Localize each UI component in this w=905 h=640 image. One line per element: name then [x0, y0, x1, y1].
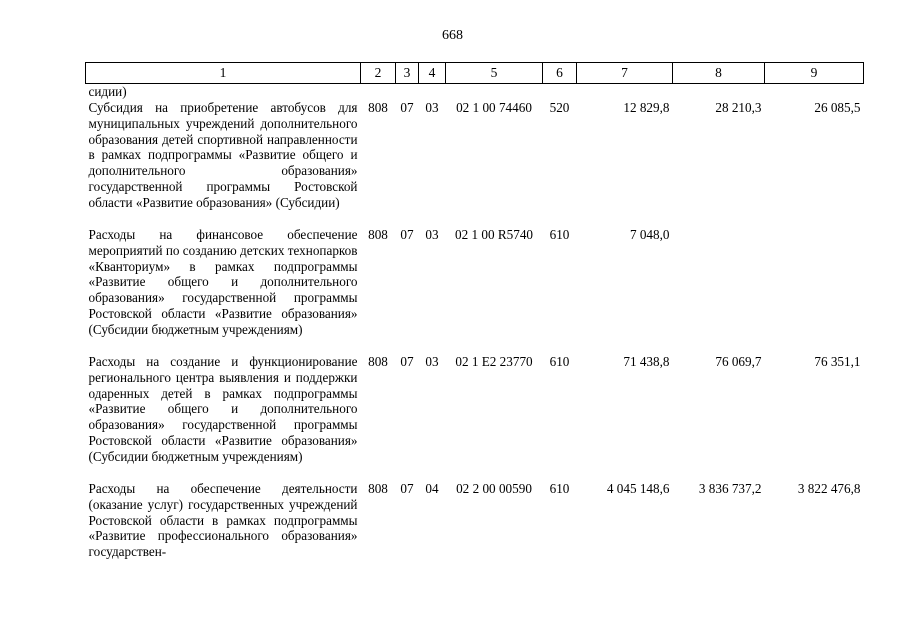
- header-col-7: 7: [577, 63, 673, 84]
- continuation-row: [86, 84, 864, 101]
- table-row: [86, 481, 864, 564]
- row-subsection: 03: [425, 354, 439, 369]
- budget-table: [85, 62, 864, 564]
- row-year2: 3 836 737,2: [698, 481, 762, 496]
- table-row: [86, 354, 864, 481]
- table-row: [86, 227, 864, 354]
- row-target-article: 02 1 E2 23770: [455, 354, 533, 369]
- row-expense-type: 610: [549, 481, 570, 496]
- header-col-6: 6: [543, 63, 577, 84]
- row-year1: 4 045 148,6: [606, 481, 670, 496]
- row-year1: 7 048,0: [629, 227, 670, 242]
- continuation-text: сидии): [88, 84, 127, 99]
- row-section: 07: [400, 227, 414, 242]
- row-description: Расходы на финансовое обеспечение мероприятий по созданию детских технопарков «Кванториум» в рамках подпрограммы «Развитие общего и дополнительного образования» государственной программы Ростовской области «Развитие образования» (Субсидии бюджетным учреждениям): [88, 227, 358, 337]
- row-subsection: 03: [425, 100, 439, 115]
- header-col-4: 4: [419, 63, 446, 84]
- row-section: 07: [400, 354, 414, 369]
- row-year3: 3 822 476,8: [797, 481, 861, 496]
- header-row: [86, 63, 864, 84]
- row-year2: 76 069,7: [715, 354, 762, 369]
- row-expense-type: 610: [549, 354, 570, 369]
- row-year2: [673, 227, 765, 354]
- row-subsection: 03: [425, 227, 439, 242]
- header-col-1: 1: [86, 63, 361, 84]
- row-ministry: 808: [368, 481, 388, 496]
- row-ministry: 808: [368, 100, 388, 115]
- header-col-5: 5: [446, 63, 543, 84]
- row-target-article: 02 1 00 R5740: [454, 227, 534, 242]
- row-year3: [765, 227, 864, 354]
- row-description: Расходы на создание и функционирование регионального центра выявления и поддержки одаренных детей в рамках подпрограммы «Развитие общего и дополнительного образования» государственной программы Ростовской области «Развитие образования» (Субсидии бюджетным учреждениям): [88, 354, 358, 464]
- row-expense-type: 520: [549, 100, 570, 115]
- row-expense-type: 610: [549, 227, 570, 242]
- header-col-9: 9: [765, 63, 864, 84]
- row-year2: 28 210,3: [715, 100, 762, 115]
- row-description: Субсидия на приобретение автобусов для муниципальных учреждений дополнительного образования детей спортивной направленности в рамках подпрограммы «Развитие общего и дополнительного образования» государственной программы Ростовской области «Развитие образования» (Субсидии): [88, 100, 358, 210]
- header-col-8: 8: [673, 63, 765, 84]
- header-col-2: 2: [361, 63, 396, 84]
- row-description: Расходы на обеспечение деятельности (оказание услуг) государственных учреждений Ростовской области в рамках подпрограммы «Развитие профессионального образования» государствен-: [88, 481, 358, 560]
- row-target-article: 02 2 00 00590: [456, 481, 532, 496]
- table-row: [86, 100, 864, 227]
- row-section: 07: [400, 100, 414, 115]
- row-target-article: 02 1 00 74460: [456, 100, 532, 115]
- row-ministry: 808: [368, 227, 388, 242]
- row-year1: 71 438,8: [623, 354, 670, 369]
- header-col-3: 3: [396, 63, 419, 84]
- row-subsection: 04: [425, 481, 439, 496]
- row-year3: 76 351,1: [814, 354, 861, 369]
- row-ministry: 808: [368, 354, 388, 369]
- row-year1: 12 829,8: [623, 100, 670, 115]
- page-number: 668: [442, 28, 463, 43]
- row-section: 07: [400, 481, 414, 496]
- row-year3: 26 085,5: [814, 100, 861, 115]
